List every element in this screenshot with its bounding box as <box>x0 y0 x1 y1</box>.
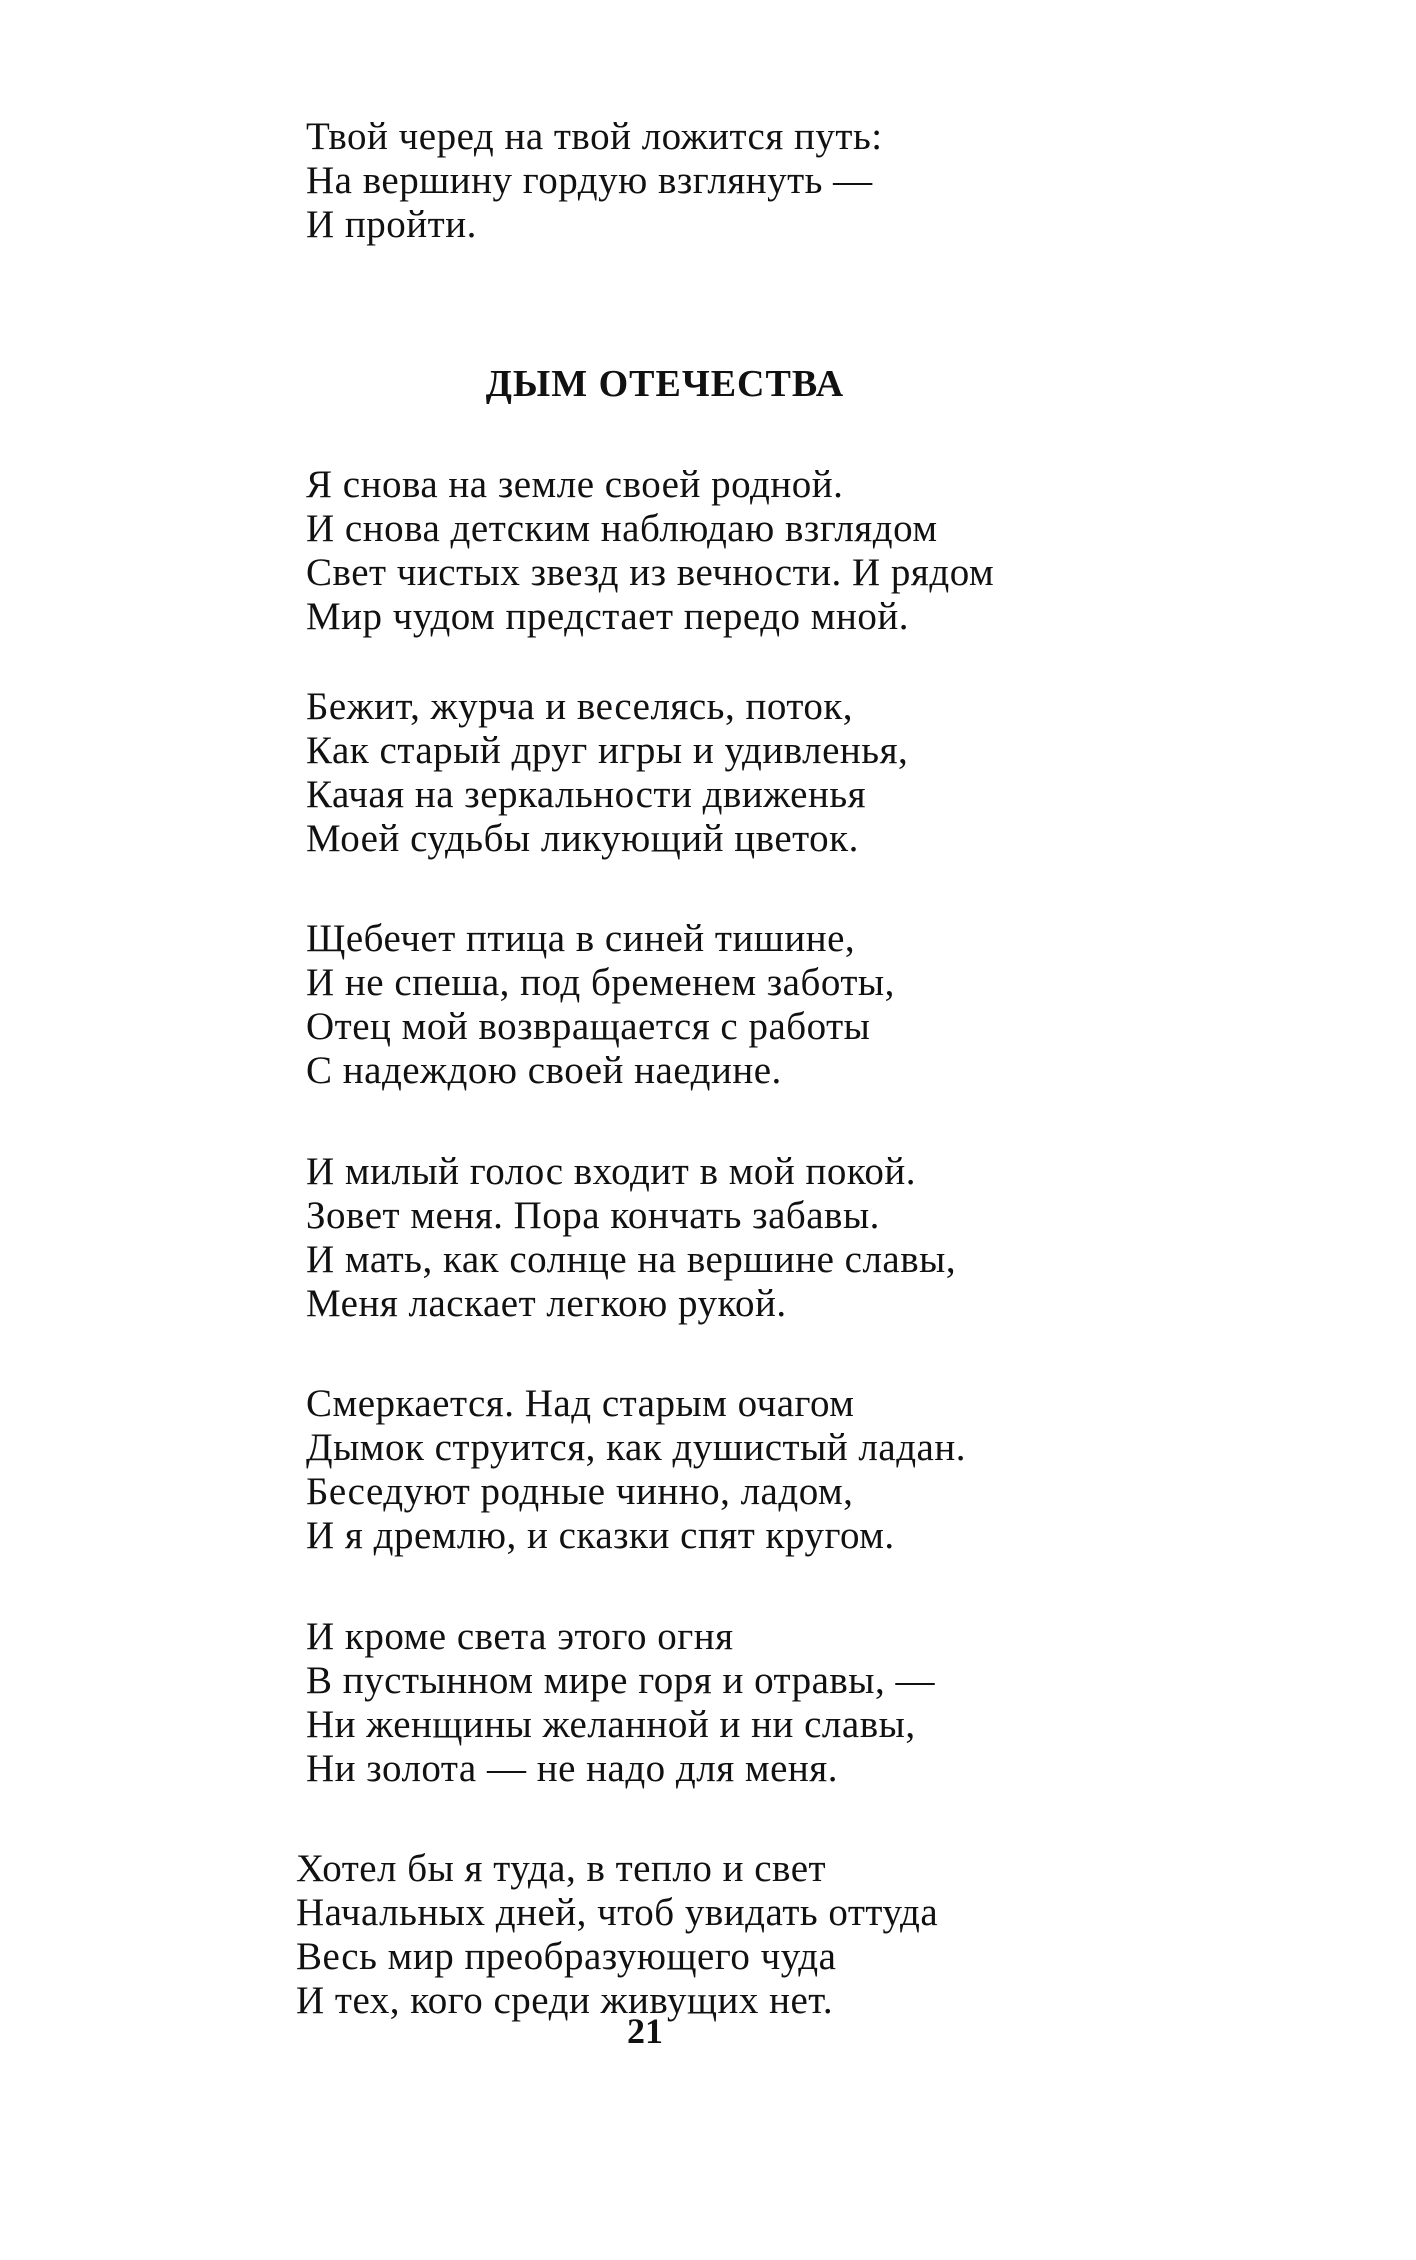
verse-line: С надеждою своей наедине. <box>306 1049 782 1092</box>
verse-line: Твой черед на твой ложится путь: <box>306 115 883 158</box>
verse-line: И пройти. <box>306 203 477 246</box>
verse-line: В пустынном мире горя и отравы, — <box>306 1659 935 1702</box>
verse-line: И тех, кого среди живущих нет. <box>296 1979 834 2022</box>
verse-line: Отец мой возвращается с работы <box>306 1005 871 1048</box>
verse-line: Я снова на земле своей родной. <box>306 463 844 506</box>
verse-line: И я дремлю, и сказки спят кругом. <box>306 1514 895 1557</box>
verse-line: И мать, как солнце на вершине славы, <box>306 1238 957 1281</box>
page-number: 21 <box>627 2011 663 2051</box>
stanza-2 <box>306 685 908 861</box>
verse-line: Дымок струится, как душистый ладан. <box>306 1426 966 1469</box>
intro-stanza <box>306 115 883 247</box>
verse-line: Бежит, журча и веселясь, поток, <box>306 685 854 728</box>
verse-line: И не спеша, под бременем заботы, <box>306 961 895 1004</box>
verse-line: Начальных дней, чтоб увидать оттуда <box>296 1891 939 1934</box>
verse-line: Беседуют родные чинно, ладом, <box>306 1470 854 1513</box>
stanza-3 <box>306 917 895 1093</box>
stanza-5 <box>306 1382 966 1558</box>
verse-line: И снова детским наблюдаю взглядом <box>306 507 938 550</box>
verse-line: Мир чудом предстает передо мной. <box>306 595 909 638</box>
verse-line: Моей судьбы ликующий цветок. <box>306 817 859 860</box>
verse-line: Хотел бы я туда, в тепло и свет <box>296 1847 827 1890</box>
verse-line: Качая на зеркальности движенья <box>306 773 867 816</box>
verse-line: Щебечет птица в синей тишине, <box>306 917 856 960</box>
stanza-6 <box>306 1615 935 1791</box>
stanza-4 <box>306 1150 956 1326</box>
verse-line: Меня ласкает легкою рукой. <box>306 1282 787 1325</box>
verse-line: Как старый друг игры и удивленья, <box>306 729 909 772</box>
verse-line: Ни женщины желанной и ни славы, <box>306 1703 916 1746</box>
verse-line: Ни золота — не надо для меня. <box>306 1747 838 1790</box>
verse-line: Свет чистых звезд из вечности. И рядом <box>306 551 995 594</box>
poem-title: ДЫМ ОТЕЧЕСТВА <box>485 363 845 405</box>
verse-line: На вершину гордую взглянуть — <box>306 159 873 202</box>
verse-line: И милый голос входит в мой покой. <box>306 1150 916 1193</box>
verse-line: Зовет меня. Пора кончать забавы. <box>306 1194 880 1237</box>
stanza-1 <box>306 463 994 639</box>
verse-line: Смеркается. Над старым очагом <box>306 1382 855 1425</box>
verse-line: Весь мир преобразующего чуда <box>296 1935 837 1978</box>
verse-line: И кроме света этого огня <box>306 1615 734 1658</box>
stanza-7 <box>296 1847 938 2023</box>
